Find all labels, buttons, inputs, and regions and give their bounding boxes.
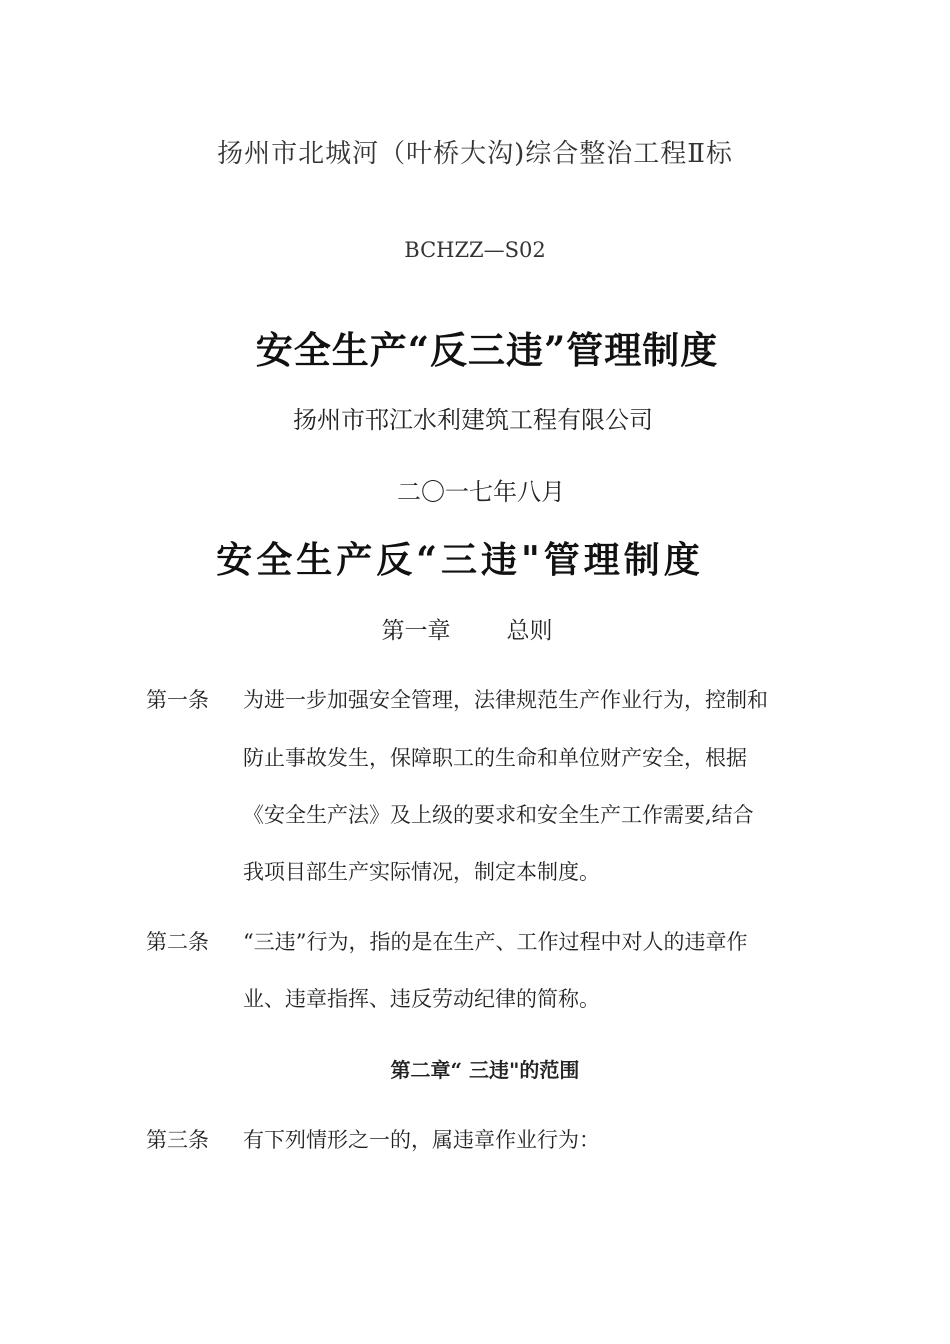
article-line: 防止事故发生，保障职工的生命和单位财产安全，根据: [243, 746, 747, 770]
article-label: 第二条: [146, 930, 209, 954]
article-label: 第一条: [146, 688, 209, 712]
company-name: 扬州市邗江水利建筑工程有限公司: [293, 406, 653, 434]
chapter-1-name: 总则: [506, 618, 553, 644]
article-line: 为进一步加强安全管理，法律规范生产作业行为，控制和: [243, 688, 768, 712]
body-title: 安全生产反“三违"管理制度: [216, 539, 704, 581]
project-title: 扬州市北城河（叶桥大沟)综合整治工程Ⅱ标: [217, 139, 733, 169]
article-line: 业、违章指挥、违反劳动纪律的简称。: [243, 987, 600, 1011]
article-line: 我项目部生产实际情况，制定本制度。: [243, 860, 600, 884]
chapter-1-number: 第一章: [381, 618, 451, 644]
cover-main-title: 安全生产“反三违”管理制度: [255, 328, 719, 372]
chapter-2-heading: 第二章“ 三违"的范围: [390, 1058, 580, 1082]
article-label: 第三条: [146, 1128, 209, 1152]
article-line: 有下列情形之一的，属违章作业行为：: [243, 1128, 600, 1152]
document-date: 二〇一七年八月: [397, 478, 565, 506]
article-line: 《安全生产法》及上级的要求和安全生产工作需要,结合: [243, 803, 754, 827]
document-code: BCHZZ—S02: [404, 238, 546, 262]
article-line: “三违”行为，指的是在生产、工作过程中对人的违章作: [243, 930, 748, 954]
chapter-1-heading: [0, 612, 942, 645]
